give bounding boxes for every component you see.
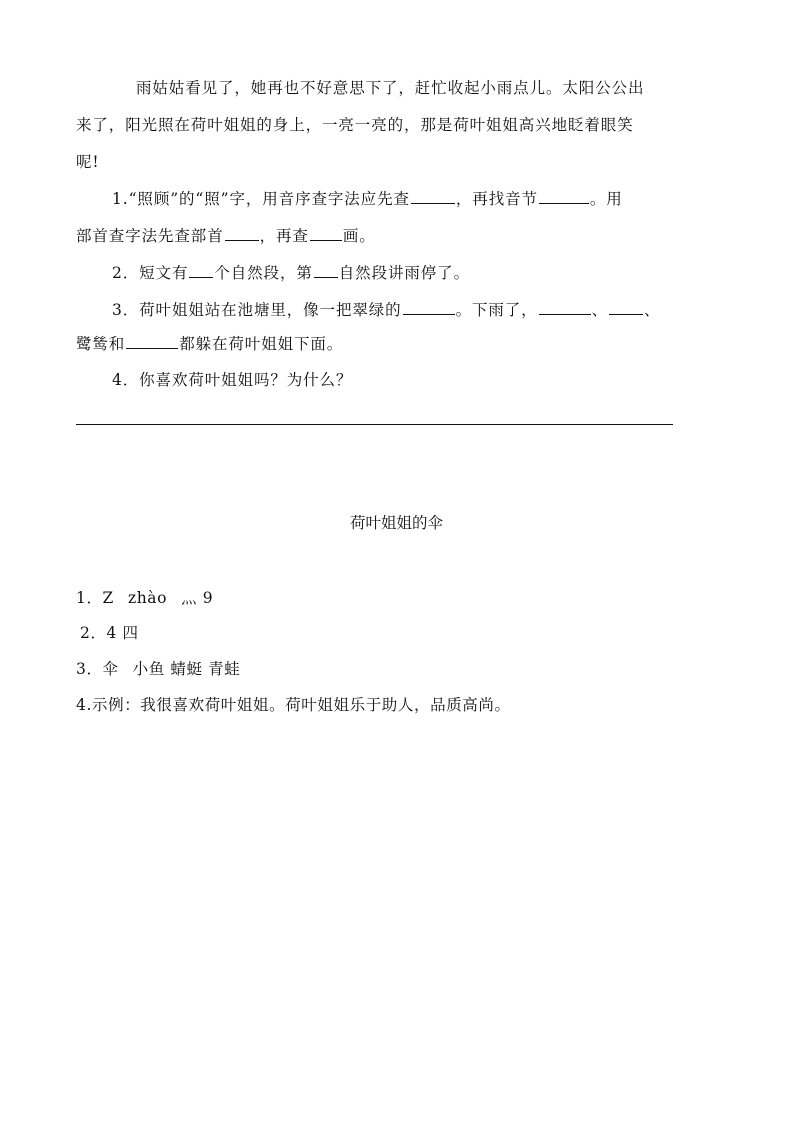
answer-section-title: 荷叶姐姐的伞 — [349, 514, 443, 532]
question-2-text-b: 个自然段，第 — [214, 264, 313, 282]
passage-line-3: 呢! — [76, 153, 100, 171]
answer-blank[interactable] — [189, 263, 213, 278]
question-1-text-b: ，再找音节 — [455, 190, 538, 208]
question-2 — [112, 263, 470, 283]
question-3-text-e: 鹭鸶和 — [76, 335, 126, 353]
answer-blank[interactable] — [411, 189, 455, 204]
answer-blank[interactable] — [310, 226, 342, 241]
question-1-line-1 — [112, 189, 623, 209]
question-4: 4．你喜欢荷叶姐姐吗？为什么？ — [112, 371, 353, 389]
answer-2: 2．4 四 — [80, 624, 139, 642]
answer-1 — [76, 588, 213, 608]
answer-1-rest: 灬 9 — [181, 589, 214, 607]
question-2-text-c: 自然段讲雨停了。 — [338, 264, 470, 282]
answer-3-items: 小鱼 蜻蜓 青蛙 — [132, 660, 241, 678]
question-3-text-d: 、 — [644, 301, 661, 319]
question-1-text-e: ，再查 — [259, 227, 309, 245]
passage-line-2: 来了，阳光照在荷叶姐姐的身上，一亮一亮的，那是荷叶姐姐高兴地眨着眼笑 — [76, 116, 634, 134]
answer-blank[interactable] — [403, 300, 455, 315]
question-3-line-1 — [112, 300, 660, 320]
answer-4: 4.示例：我很喜欢荷叶姐姐。荷叶姐姐乐于助人，品质高尚。 — [76, 696, 511, 714]
question-1-line-2 — [76, 226, 376, 246]
question-2-text-a: 2．短文有 — [112, 264, 189, 282]
answer-blank[interactable] — [126, 334, 178, 349]
answer-writing-line[interactable] — [76, 424, 673, 425]
question-1-text-d: 部首查字法先查部首 — [76, 227, 224, 245]
question-3-text-c: 、 — [591, 301, 608, 319]
answer-1-pinyin: zhào — [127, 589, 168, 607]
question-3-text-b: 。下雨了， — [455, 301, 538, 319]
answer-blank[interactable] — [609, 300, 643, 315]
question-3-text-a: 3．荷叶姐姐站在池塘里，像一把翠绿的 — [112, 301, 402, 319]
question-1-text-a: 1.“照顾”的“照”字，用音序查字法应先查 — [112, 190, 410, 208]
answer-blank[interactable] — [539, 189, 589, 204]
answer-3 — [76, 659, 240, 679]
answer-blank[interactable] — [539, 300, 591, 315]
answer-blank[interactable] — [225, 226, 259, 241]
answer-3-num: 3．伞 — [76, 660, 119, 678]
answer-1-num: 1．Z — [76, 589, 114, 607]
question-1-text-c: 。用 — [589, 190, 623, 208]
question-3-text-f: 都躲在荷叶姐姐下面。 — [179, 335, 344, 353]
passage-line-1: 雨姑姑看见了，她再也不好意思下了，赶忙收起小雨点儿。太阳公公出 — [136, 79, 645, 97]
question-1-text-f: 画。 — [342, 227, 376, 245]
question-3-line-2 — [76, 334, 343, 354]
answer-blank[interactable] — [314, 263, 338, 278]
